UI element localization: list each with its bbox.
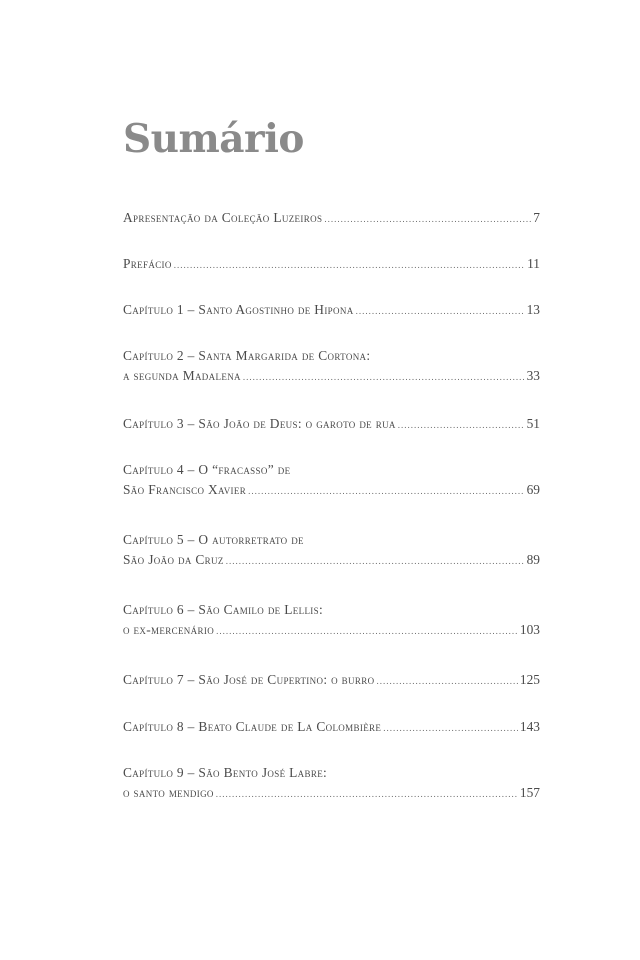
- dot-leader: [383, 723, 518, 733]
- dot-leader: [376, 676, 517, 686]
- toc-entry-title: Capítulo 6 – São Camilo de Lellis:: [123, 602, 324, 617]
- toc-entry-subtitle: São Francisco Xavier: [123, 482, 247, 497]
- toc-page-number: 143: [519, 719, 540, 734]
- toc-page-number: 69: [526, 482, 540, 497]
- toc-entry-title: Capítulo 4 – O “fracasso” de: [123, 462, 291, 477]
- toc-entry-capitulo-7[interactable]: [123, 672, 540, 692]
- dot-leader: [216, 626, 518, 636]
- toc-line: [123, 210, 540, 230]
- toc-line: [123, 416, 540, 436]
- toc-page-number: 51: [526, 416, 540, 431]
- dot-leader: [174, 260, 525, 270]
- toc-entry-capitulo-2[interactable]: [123, 348, 540, 388]
- toc-entry-subtitle: o ex-mercenário: [123, 622, 215, 637]
- dot-leader: [248, 486, 525, 496]
- dot-leader: [243, 372, 525, 382]
- toc-entry-title: Capítulo 9 – São Bento José Labre:: [123, 765, 328, 780]
- toc-page-number: 33: [526, 368, 540, 383]
- toc-page-number: 125: [519, 672, 540, 687]
- toc-line: [123, 482, 540, 502]
- dot-leader: [324, 214, 531, 224]
- toc-line: [123, 552, 540, 572]
- toc-entry-title: Capítulo 5 – O autorretrato de: [123, 532, 304, 547]
- toc-entry-capitulo-5[interactable]: [123, 532, 540, 572]
- toc-line: [123, 622, 540, 642]
- toc-entry-title: Capítulo 7 – São José de Cupertino: o burro: [123, 672, 375, 687]
- toc-page-number: 7: [533, 210, 540, 225]
- toc-page-number: 157: [519, 785, 540, 800]
- toc-line: [123, 256, 540, 276]
- toc-entry-capitulo-1[interactable]: [123, 302, 540, 322]
- toc-entry-capitulo-9[interactable]: [123, 765, 540, 805]
- toc-line: [123, 602, 540, 622]
- dot-leader: [216, 789, 518, 799]
- toc-entry-title: Capítulo 2 – Santa Margarida de Cortona:: [123, 348, 371, 363]
- toc-line: [123, 672, 540, 692]
- toc-entry-title: Capítulo 8 – Beato Claude de La Colombière: [123, 719, 382, 734]
- toc-entry-title: Capítulo 1 – Santo Agostinho de Hipona: [123, 302, 354, 317]
- dot-leader: [226, 556, 525, 566]
- toc-line: [123, 532, 540, 552]
- toc-line: [123, 765, 540, 785]
- toc-line: [123, 348, 540, 368]
- toc-line: [123, 462, 540, 482]
- toc-page-number: 103: [519, 622, 540, 637]
- toc-entry-subtitle: o santo mendigo: [123, 785, 214, 800]
- toc-page-number: 13: [526, 302, 540, 317]
- toc-entry-apresentacao[interactable]: [123, 210, 540, 230]
- toc-entry-title: Apresentação da Coleção Luzeiros: [123, 210, 323, 225]
- page-title: Sumário: [123, 116, 304, 162]
- toc-entry-capitulo-8[interactable]: [123, 719, 540, 739]
- toc-entry-subtitle: São João da Cruz: [123, 552, 224, 567]
- toc-entry-title: Prefácio: [123, 256, 172, 271]
- toc-line: [123, 785, 540, 805]
- toc-entry-title: Capítulo 3 – São João de Deus: o garoto de rua: [123, 416, 396, 431]
- dot-leader: [356, 306, 525, 316]
- toc-page-number: 89: [526, 552, 540, 567]
- toc-line: [123, 719, 540, 739]
- toc-entry-capitulo-6[interactable]: [123, 602, 540, 642]
- dot-leader: [398, 420, 525, 430]
- toc-line: [123, 302, 540, 322]
- toc-entry-capitulo-3[interactable]: [123, 416, 540, 436]
- toc-entry-capitulo-4[interactable]: [123, 462, 540, 502]
- toc-entry-subtitle: a segunda Madalena: [123, 368, 241, 383]
- toc-page-number: 11: [527, 256, 540, 271]
- toc-line: [123, 368, 540, 388]
- toc-entry-prefacio[interactable]: [123, 256, 540, 276]
